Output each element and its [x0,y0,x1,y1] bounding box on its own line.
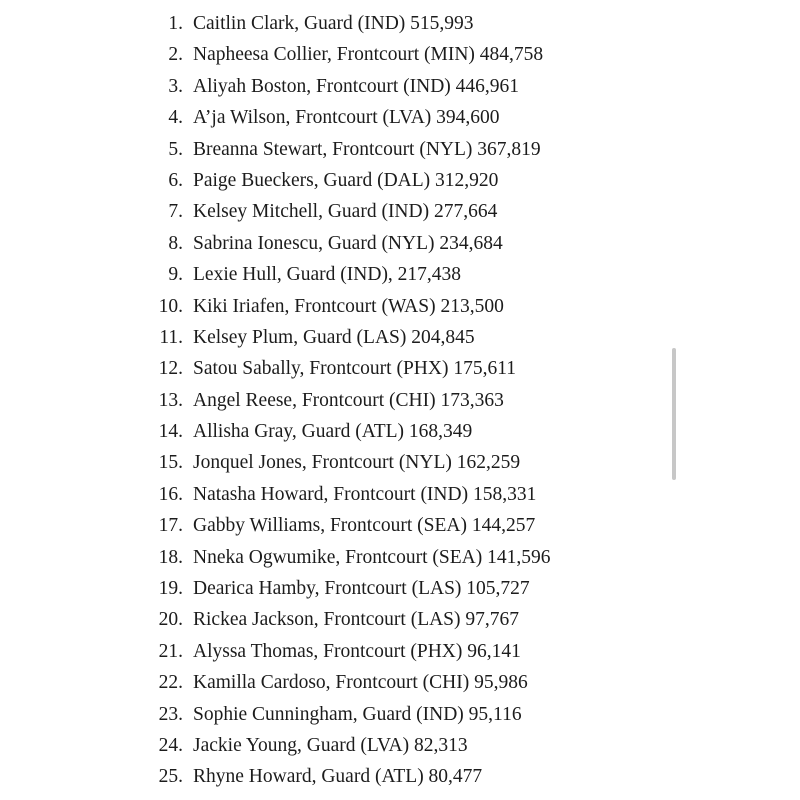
list-item-number: 25. [158,766,183,788]
list-item-number: 20. [158,609,183,631]
list-item [0,667,800,698]
list-item [0,479,800,510]
list-item-text: Angel Reese, Frontcourt (CHI) 173,363 [193,389,504,411]
list-item-number: 5. [168,138,183,160]
vertical-scrollbar[interactable] [672,348,676,480]
list-item-text: Dearica Hamby, Frontcourt (LAS) 105,727 [193,578,530,600]
list-item-text: Kelsey Plum, Guard (LAS) 204,845 [193,326,475,348]
list-item-number: 3. [168,75,183,97]
list-item-text: Paige Bueckers, Guard (DAL) 312,920 [193,169,499,191]
list-item-number: 4. [168,107,183,129]
list-item-text: Alyssa Thomas, Frontcourt (PHX) 96,141 [193,640,521,662]
list-item [0,39,800,70]
list-item-number: 12. [158,358,183,380]
list-item-number: 6. [168,169,183,191]
list-item [0,604,800,635]
list-item-number: 8. [168,232,183,254]
list-item-text: Sophie Cunningham, Guard (IND) 95,116 [193,703,522,725]
list-item [0,165,800,196]
list-item-text: Kamilla Cardoso, Frontcourt (CHI) 95,986 [193,672,528,694]
list-item-text: Kiki Iriafen, Frontcourt (WAS) 213,500 [193,295,504,317]
list-item-text: Kelsey Mitchell, Guard (IND) 277,664 [193,201,498,223]
list-item-number: 15. [158,452,183,474]
list-item-number: 16. [158,483,183,505]
list-item-text: Nneka Ogwumike, Frontcourt (SEA) 141,596 [193,546,551,568]
list-item-text: Gabby Williams, Frontcourt (SEA) 144,257 [193,515,536,537]
list-item-number: 10. [158,295,183,317]
list-item [0,542,800,573]
list-item [0,699,800,730]
list-item-text: Sabrina Ionescu, Guard (NYL) 234,684 [193,232,503,254]
list-item-text: A’ja Wilson, Frontcourt (LVA) 394,600 [193,107,500,129]
list-item [0,385,800,416]
list-item-number: 17. [158,515,183,537]
list-item-text: Aliyah Boston, Frontcourt (IND) 446,961 [193,75,520,97]
list-item-number: 14. [158,421,183,443]
list-item-number: 1. [168,13,183,34]
list-item-number: 7. [168,201,183,223]
list-item [0,259,800,290]
list-item-text: Breanna Stewart, Frontcourt (NYL) 367,819 [193,138,541,160]
list-item-text: Rickea Jackson, Frontcourt (LAS) 97,767 [193,609,520,631]
list-item-number: 24. [158,734,183,756]
list-item-text: Allisha Gray, Guard (ATL) 168,349 [193,421,473,443]
list-item-text: Jackie Young, Guard (LVA) 82,313 [193,734,468,756]
list-item-text: Rhyne Howard, Guard (ATL) 80,477 [193,766,483,788]
list-item [0,447,800,478]
list-item [0,573,800,604]
list-item [0,636,800,667]
list-item-number: 23. [158,703,183,725]
list-item [0,730,800,761]
list-item [0,71,800,102]
list-item [0,8,800,39]
list-item-text: Natasha Howard, Frontcourt (IND) 158,331 [193,483,537,505]
list-item-text: Lexie Hull, Guard (IND), 217,438 [193,264,462,286]
ranked-list [0,8,800,793]
list-item-number: 21. [158,640,183,662]
list-item-number: 2. [168,44,183,66]
list-item [0,761,800,792]
list-item-number: 11. [159,326,183,348]
list-item [0,196,800,227]
list-item-text: Napheesa Collier, Frontcourt (MIN) 484,758 [193,44,544,66]
list-item-text: Jonquel Jones, Frontcourt (NYL) 162,259 [193,452,521,474]
list-item [0,510,800,541]
list-item-number: 18. [158,546,183,568]
list-item-number: 22. [158,672,183,694]
list-item-number: 19. [158,578,183,600]
list-item [0,416,800,447]
list-item [0,134,800,165]
list-item [0,102,800,133]
list-item-text: Caitlin Clark, Guard (IND) 515,993 [193,13,474,34]
list-item-number: 9. [168,264,183,286]
list-item-number: 13. [158,389,183,411]
list-item [0,228,800,259]
list-item [0,353,800,384]
list-item-text: Satou Sabally, Frontcourt (PHX) 175,611 [193,358,516,380]
list-item [0,322,800,353]
list-item [0,291,800,322]
